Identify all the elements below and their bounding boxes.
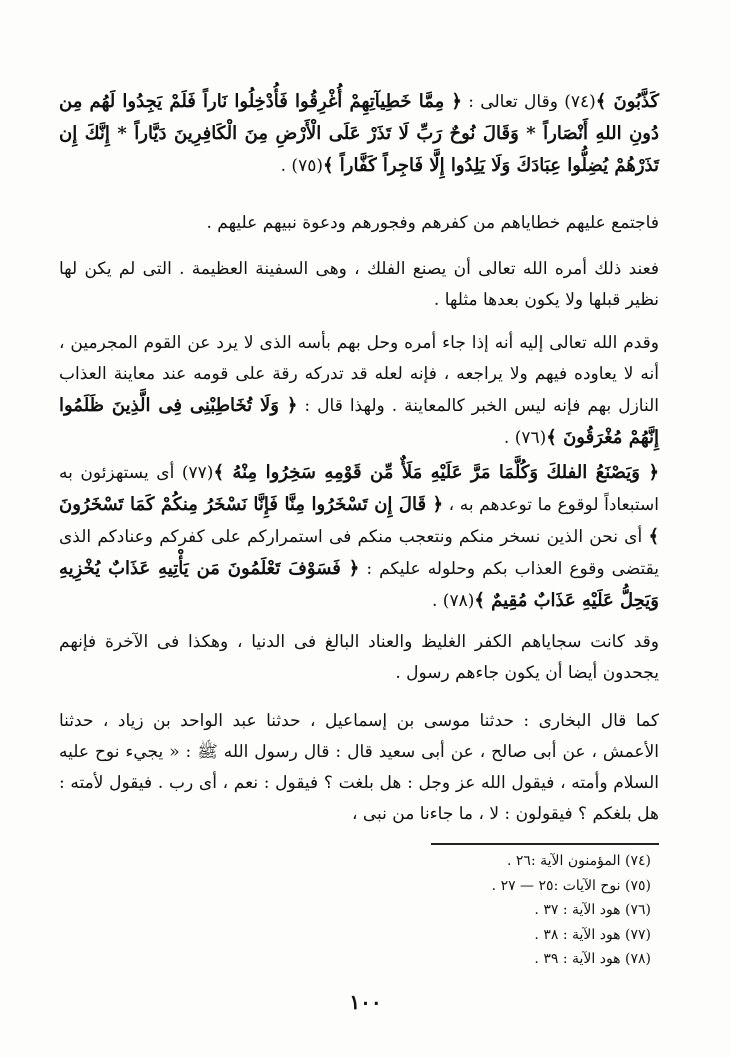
text-segment: (٧٦) . [503, 428, 547, 448]
text-segment: (٧٤) وقال تعالى : [461, 92, 596, 112]
text-segment: (٧٧) أى يستهزئون به استبعاداً لوقوع ما توعدهم به ، [59, 463, 659, 515]
text-segment: فعند ذلك أمره الله تعالى أن يصنع الفلك ، وهى السفينة العظيمة . التى لم يكن لها نظير قبلها ولا يكون بعدها مثلها . [59, 259, 659, 310]
text-segment: وقد كانت سجاياهم الكفر الغليظ والعناد البالغ فى الدنيا ، وهكذا فى الآخرة فإنهم يجحدون أيضا أن يكون جاءهم رسول . [59, 632, 659, 683]
paragraph [59, 457, 659, 617]
paragraph [59, 328, 659, 454]
quran-verse: كَذَّبُونَ ﴾ [595, 91, 660, 112]
quran-verse: ﴿ مِمَّا خَطِيآتِهِمْ أُغْرِقُوا فَأُدْخِلُوا نَاراً فَلَمْ يَجِدُوا لَهُم مِن دُونِ اللهِ أَنْصَاراً * وَقَالَ نُوحٌ رَبِّ لَا تَذَرْ عَلَى الْأَرْضِ مِنَ الْكَافِرِينَ دَيَّاراً * إِنَّكَ إِن تَذَرْهُمْ يُضِلُّوا عِبَادَكَ وَلَا يَلِدُوا إِلَّا فَاجِراً كَفَّاراً ﴾ [59, 91, 659, 176]
footnote: (٧٨) هود الآية : ٣٩ . [534, 951, 651, 967]
text-segment: فاجتمع عليهم خطاياهم من كفرهم وفجورهم ودعوة نبيهم عليهم . [206, 213, 659, 233]
quran-verse: ﴿ فَسَوْفَ تَعْلَمُونَ مَن يَأْتِيهِ عَذَابٌ يُخْزِيهِ وَيَحِلُّ عَلَيْهِ عَذَابٌ مُقِيمٌ ﴾ [59, 558, 659, 611]
footnote: (٧٦) هود الآية : ٣٧ . [534, 902, 651, 918]
footnotes-list [391, 849, 651, 972]
footnote: (٧٤) المؤمنون الآية :٢٦ . [507, 853, 651, 869]
text-segment: (٧٨) . [432, 591, 475, 611]
paragraph [59, 86, 659, 182]
footnote: (٧٧) هود الآية : ٣٨ . [534, 926, 651, 943]
quran-verse: ﴿ وَلَا تُخَاطِبْنِى فِى الَّذِينَ ظَلَمُوا إِنَّهُمْ مُغْرَقُونَ ﴾ [59, 395, 659, 448]
paragraph [59, 627, 659, 689]
footnote: (٧٥) نوح الآيات :٢٥ — ٢٧ . [491, 877, 651, 894]
quran-verse: ﴿ قَالَ إِن تَسْخَرُوا مِنَّا فَإِنَّا نَسْخَرُ مِنكُمْ كَمَا تَسْخَرُونَ ﴾ [59, 494, 659, 547]
text-segment: كما قال البخارى : حدثنا موسى بن إسماعيل ، حدثنا عبد الواحد بن زياد ، حدثنا الأعمش ، عن أبى صالح ، عن أبى سعيد قال : قال رسول الله ﷺ : « يجيء نوح عليه السلام وأمته ، فيقول الله عز وجل : هل بلغت ؟ فيقول : نعم ، أى رب . فيقول لأمته : هل بلغكم ؟ فيقولون : لا ، ما جاءنا من نبى ، [59, 711, 659, 824]
quran-verse: ﴿ وَيَصْنَعُ الفلكَ وَكُلَّمَا مَرَّ عَلَيْهِ مَلَأٌ مِّن قَوْمِهِ سَخِرُوا مِنْهُ ﴾ [213, 462, 659, 483]
footnote-separator [431, 843, 659, 845]
text-segment: (٧٥) . [280, 156, 323, 176]
text-segment: أى نحن الذين نسخر منكم ونتعجب منكم فى استمراركم على كفركم وعنادكم الذى يقتضى وقوع العذاب بكم وحلوله عليكم : [59, 527, 659, 579]
page-number: ١٠٠ [349, 990, 382, 1014]
paragraph [59, 208, 659, 239]
paragraph [59, 254, 659, 316]
paragraph [59, 706, 659, 830]
text-segment: وقدم الله تعالى إليه أنه إذا جاء أمره وحل بهم بأسه الذى لا يرد عن القوم المجرمين ، أنه لا يعاوده فيهم ولا يراجعه ، فإنه لعله قد تدركه رقة على قومه عند معاينة العذاب النازل بهم فإنه ليس الخبر كالمعاينة . ولهذا قال : [59, 333, 659, 416]
